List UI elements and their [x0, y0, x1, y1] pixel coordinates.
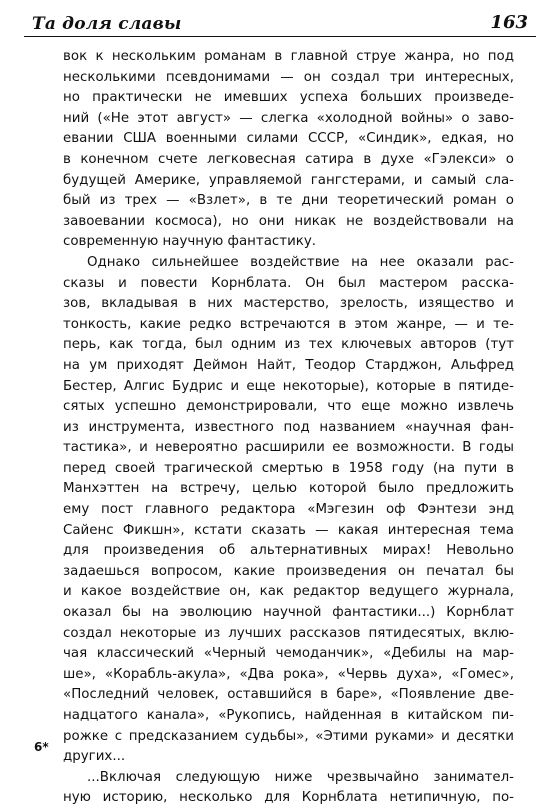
text-line: ний («Не этот август» — слегка «холодной войны» о заво-	[63, 110, 514, 126]
text-line: перед своей трагической смертью в 1958 году (на пути в	[63, 460, 514, 476]
text-line: зов, вкладывая в них мастерство, зрелость, изящество и	[63, 296, 514, 312]
running-title: Та доля славы	[32, 14, 182, 34]
text-line: из инструмента, известного под названием «научная фан-	[63, 419, 514, 435]
text-line: надцатого канала», «Рукопись, найденная в китайском пи-	[63, 708, 514, 723]
text-line: для произведения об альтернативных мирах! Невольно	[63, 543, 514, 559]
text-line: и какое воздействие он, как редактор ведущего журнала,	[63, 584, 514, 600]
text-line: «Последний человек, оставшийся в баре», «Появление две-	[63, 687, 514, 703]
text-line: завоевании космоса), но они никак не воздействовали на	[63, 213, 514, 229]
text-line: но практически не имевших успеха больших произведе-	[63, 90, 514, 106]
text-line: ше», «Корабль-акула», «Два рока», «Червь духа», «Гомес»,	[63, 666, 514, 682]
text-line: создал некоторые из лучших рассказов пятидесятых, вклю-	[63, 625, 514, 641]
text-line: сятых успешно демонстрировали, что еще можно извлечь	[63, 399, 514, 415]
text-line: ему пост главного редактора «Мэгезин оф Фэнтези энд	[63, 502, 514, 518]
running-header	[24, 8, 536, 38]
text-line: чая классический «Черный чемоданчик», «Дебилы на мар-	[63, 646, 514, 662]
text-line: Однако сильнейшее воздействие на нее оказали рас-	[87, 254, 514, 270]
text-line: задаешься вопросом, какие произведения он печатал бы	[63, 563, 514, 579]
text-line: сказы и повести Корнблата. Он был мастером расска-	[63, 275, 514, 291]
text-line: оказал бы на эволюцию научной фантастики...) Корнблат	[63, 605, 514, 621]
text-line: в конечном счете легковесная сатира в духе «Гэлекси» о	[63, 151, 514, 167]
text-line: перь, как тогда, был одним из тех ключевых авторов (тут	[63, 337, 514, 353]
text-line: бый из трех — «Взлет», в те дни теоретический роман о	[63, 193, 514, 209]
text-line: будущей Америке, управляемой гангстерами, и самый сла-	[63, 172, 514, 188]
text-line: тастика», и невероятно расширили ее возможности. В годы	[63, 440, 514, 456]
text-line: других...	[63, 749, 126, 765]
text-line: Манхэттен на встречу, целью которой было предложить	[63, 481, 514, 497]
header-rule	[24, 36, 536, 37]
text-line: на ум приходят Деймон Найт, Теодор Старджон, Альфред	[63, 357, 514, 373]
text-line: ...Включая следующую ниже чрезвычайно занимател-	[87, 769, 514, 785]
text-line: рожке с предсказанием судьбы», «Этими руками» и десятки	[63, 728, 514, 744]
page-number: 163	[490, 12, 528, 33]
text-line: современную научную фантастику.	[63, 234, 317, 250]
text-line: вок к нескольким романам в главной струе жанра, но под	[63, 49, 514, 64]
text-line: тонкость, какие редко встречаются в этом жанре, — и те-	[63, 316, 514, 332]
text-line: Бестер, Алгис Будрис и еще некоторые), которые в пятиде-	[63, 378, 514, 394]
text-line: Сайенс Фикшн», кстати сказать — какая интересная тема	[63, 522, 514, 538]
text-line: евании США военными силами СССР, «Синдик», едкая, но	[63, 131, 514, 147]
text-line: ную историю, несколько для Корнблата нетипичную, по-	[63, 790, 514, 806]
signature-mark: 6*	[34, 740, 49, 754]
body-text	[63, 47, 514, 809]
text-line: несколькими псевдонимами — он создал три интересных,	[63, 69, 514, 85]
